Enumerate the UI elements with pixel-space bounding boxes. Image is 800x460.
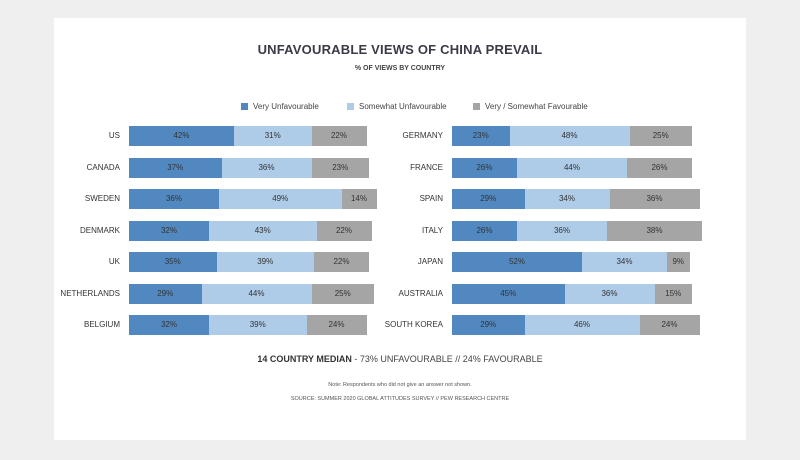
bar-segment-very-unfavourable (452, 315, 525, 335)
data-label: 39% (257, 257, 274, 266)
bar-segment-very-unfavourable (129, 221, 209, 241)
data-label: 26% (476, 162, 493, 172)
bar-segment-favourable (667, 252, 690, 272)
data-label: 14% (350, 194, 367, 203)
bar-segment-favourable (607, 221, 702, 241)
data-label: 35% (164, 257, 181, 266)
data-label: 42% (173, 131, 190, 140)
category-label: GERMANY (402, 131, 443, 140)
category-label: JAPAN (417, 257, 443, 266)
data-label: 22% (330, 131, 347, 140)
bar-segment-very-unfavourable (452, 158, 517, 178)
data-label: 26% (476, 225, 493, 235)
data-label: 32% (160, 225, 177, 235)
bar-segment-somewhat-unfavourable (209, 315, 307, 335)
data-label: 49% (272, 194, 289, 203)
data-label: 45% (500, 288, 517, 298)
data-label: 22% (333, 257, 350, 266)
data-label: 9% (672, 257, 685, 266)
median-label: 14 COUNTRY MEDIAN (257, 354, 352, 364)
bar-segment-somewhat-unfavourable (202, 284, 312, 304)
legend (54, 102, 746, 114)
bar-segment-very-unfavourable (452, 221, 517, 241)
legend-swatch-somewhat-unfavourable (347, 103, 354, 110)
legend-item-somewhat-unfavourable (347, 102, 447, 111)
category-label: US (108, 131, 120, 140)
legend-label: Very / Somewhat Favourable (485, 102, 588, 111)
category-label: SWEDEN (84, 194, 120, 203)
data-label: 38% (646, 225, 663, 235)
legend-label: Very Unfavourable (253, 102, 319, 111)
category-label: FRANCE (410, 162, 443, 172)
bar-segment-very-unfavourable (452, 284, 565, 304)
bar-segment-somewhat-unfavourable (217, 252, 315, 272)
bar-segment-somewhat-unfavourable (525, 315, 640, 335)
data-label: 25% (652, 131, 669, 140)
bar-segment-very-unfavourable (129, 284, 202, 304)
bar-segment-somewhat-unfavourable (517, 158, 627, 178)
category-label: SPAIN (419, 194, 443, 203)
bar-segment-somewhat-unfavourable (222, 158, 312, 178)
bar-segment-very-unfavourable (452, 189, 525, 209)
chart-title: UNFAVOURABLE VIEWS OF CHINA PREVAIL (257, 42, 543, 57)
footnote: Note: Respondents who did not give an answer not shown. (328, 382, 472, 388)
bar-segment-somewhat-unfavourable (234, 126, 312, 146)
legend-swatch-very-unfavourable (241, 103, 248, 110)
data-label: 37% (167, 162, 184, 172)
data-label: 15% (665, 288, 682, 298)
category-label: BELGIUM (83, 320, 120, 329)
data-label: 29% (480, 320, 497, 329)
data-label: 52% (508, 257, 525, 266)
bar-segment-very-unfavourable (129, 315, 209, 335)
data-label: 31% (264, 131, 281, 140)
data-label: 36% (601, 288, 618, 298)
category-label: AUSTRALIA (398, 288, 443, 298)
data-label: 39% (249, 320, 266, 329)
bar-segment-favourable (627, 158, 692, 178)
bar-segment-somewhat-unfavourable (565, 284, 655, 304)
legend-item-very-unfavourable (241, 102, 319, 111)
data-label: 48% (561, 131, 578, 140)
category-label: NETHERLANDS (60, 288, 120, 298)
category-label: ITALY (421, 225, 443, 235)
bar-segment-somewhat-unfavourable (525, 189, 610, 209)
data-label: 36% (165, 194, 182, 203)
bar-segment-favourable (610, 189, 700, 209)
median-text: - 73% UNFAVOURABLE // 24% FAVOURABLE (351, 354, 543, 364)
data-label: 23% (472, 131, 489, 140)
legend-swatch-favourable (473, 103, 480, 110)
bar-segment-somewhat-unfavourable (209, 221, 317, 241)
bar-segment-very-unfavourable (129, 189, 219, 209)
bar-segment-somewhat-unfavourable (510, 126, 630, 146)
bar-segment-very-unfavourable (452, 126, 510, 146)
bar-segment-favourable (630, 126, 693, 146)
data-label: 36% (553, 225, 570, 235)
bar-segment-favourable (655, 284, 693, 304)
chart-card (54, 18, 746, 440)
category-label: CANADA (86, 162, 120, 172)
data-label: 29% (480, 194, 497, 203)
data-label: 36% (646, 194, 663, 203)
data-label: 22% (335, 225, 352, 235)
bar-segment-favourable (640, 315, 700, 335)
data-label: 34% (616, 257, 633, 266)
data-label: 36% (258, 162, 275, 172)
data-label: 46% (573, 320, 590, 329)
data-label: 44% (563, 162, 580, 172)
data-label: 24% (328, 320, 345, 329)
data-label: 34% (558, 194, 575, 203)
bar-segment-somewhat-unfavourable (517, 221, 607, 241)
data-label: 32% (160, 320, 177, 329)
data-label: 29% (157, 288, 174, 298)
bar-segment-very-unfavourable (129, 158, 222, 178)
median-summary (54, 354, 746, 364)
bar-segment-somewhat-unfavourable (219, 189, 342, 209)
category-label: UK (108, 257, 120, 266)
category-label: DENMARK (79, 225, 120, 235)
data-label: 43% (254, 225, 271, 235)
data-label: 23% (332, 162, 349, 172)
legend-label: Somewhat Unfavourable (359, 102, 447, 111)
category-label: SOUTH KOREA (384, 320, 443, 329)
data-label: 26% (651, 162, 668, 172)
bar-segment-very-unfavourable (129, 126, 234, 146)
source-note: SOURCE: SUMMER 2020 GLOBAL ATTITUDES SURVEY // PEW RESEARCH CENTRE (290, 396, 510, 402)
chart-subtitle: % OF VIEWS BY COUNTRY (354, 65, 446, 72)
data-label: 25% (334, 288, 351, 298)
legend-item-favourable (473, 102, 588, 111)
data-label: 44% (248, 288, 265, 298)
bar-segment-somewhat-unfavourable (582, 252, 667, 272)
bar-segment-very-unfavourable (129, 252, 217, 272)
bar-segment-very-unfavourable (452, 252, 582, 272)
data-label: 24% (661, 320, 678, 329)
